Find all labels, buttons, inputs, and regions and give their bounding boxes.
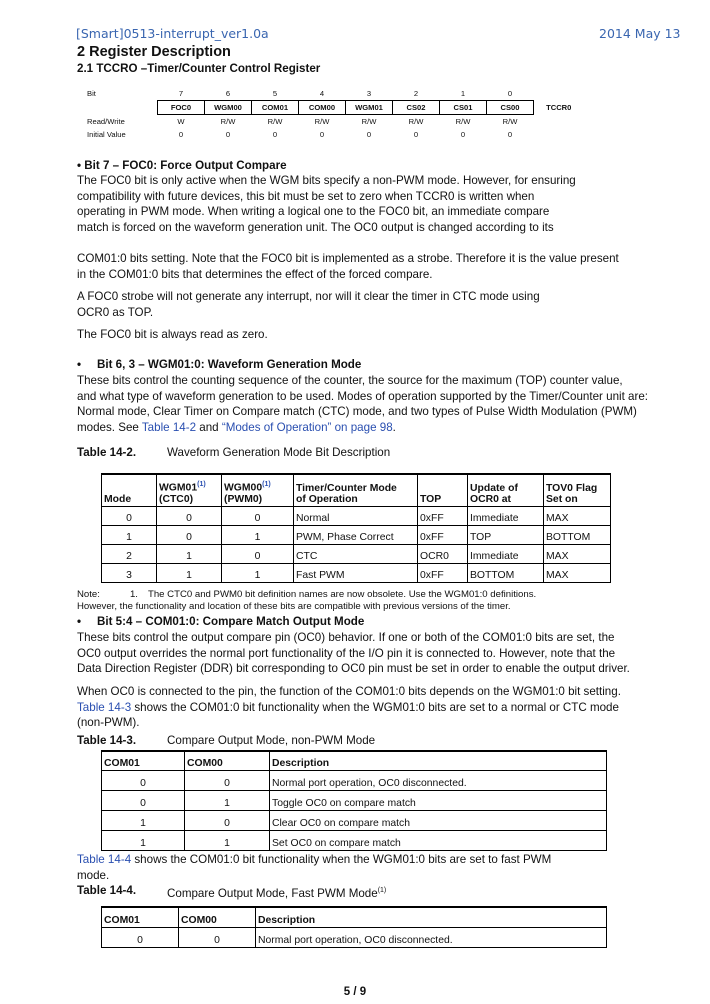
bit-number: 1	[460, 89, 466, 98]
table-cell: 1	[102, 830, 185, 850]
table-row	[102, 790, 607, 810]
bit-name: CS01	[440, 101, 487, 115]
bit-number: 7	[178, 89, 184, 98]
table-cell: BOTTOM	[468, 563, 544, 582]
bit-number: 6	[225, 89, 231, 98]
table-row	[102, 770, 607, 790]
compare-output-non-pwm-table	[101, 750, 607, 851]
table-cell: 1	[102, 525, 157, 544]
note-text: The CTC0 and PWM0 bit definition names are now obsolete. Use the WGM01:0 definitions.	[147, 589, 537, 600]
initial-value: 0	[225, 130, 231, 139]
table-cell: 1	[222, 563, 294, 582]
col-header: TOP	[418, 474, 468, 506]
text-line	[77, 420, 648, 436]
text-line: operating in PWM mode. When writing a logical one to the FOC0 bit, an immediate compare	[77, 205, 550, 219]
table-cell: 0	[222, 506, 294, 525]
table-cell: 0xFF	[418, 525, 468, 544]
initial-value: 0	[366, 130, 372, 139]
header-line: of Operation	[296, 493, 358, 505]
text-span: .	[392, 420, 396, 434]
bit63-bullet: •	[77, 358, 82, 371]
table-cell: Normal port operation, OC0 disconnected.	[256, 927, 607, 947]
document-title: [Smart]0513-interrupt_ver1.0a	[76, 26, 269, 41]
text-line: (non-PWM).	[77, 716, 140, 730]
table-cell: 0	[157, 525, 222, 544]
text-line: match is forced on the waveform generation unit. The OC0 output is changed according to its	[77, 220, 554, 234]
bit-number: 3	[366, 89, 372, 98]
table-cell: Normal	[294, 506, 418, 525]
table-cell: Normal port operation, OC0 disconnected.	[270, 770, 607, 790]
table-cell: Immediate	[468, 544, 544, 563]
text-line: COM01:0 bits setting. Note that the FOC0 bit is implemented as a strobe. Therefore it is the value present	[77, 252, 619, 265]
table-cell: Toggle OC0 on compare match	[270, 790, 607, 810]
table-cell: Set OC0 on compare match	[270, 830, 607, 850]
bit63-paragraph	[77, 373, 648, 435]
col-header	[157, 474, 222, 506]
table-cell: 3	[102, 563, 157, 582]
table-cell: BOTTOM	[544, 525, 611, 544]
footnote-ref: (1)	[197, 481, 206, 489]
bit-number: 2	[413, 89, 419, 98]
table-cell: 2	[102, 544, 157, 563]
table3-caption: Compare Output Mode, non-PWM Mode	[167, 734, 376, 747]
text-line: The FOC0 bit is only active when the WGM bits specify a non-PWM mode. However, for ensuring	[77, 174, 576, 187]
caption-text: Compare Output Mode, Fast PWM Mode	[167, 886, 378, 900]
text-span: shows the COM01:0 bit functionality when the WGM01:0 bits are set to fast PWM	[131, 853, 552, 866]
page-number: 5 / 9	[343, 986, 367, 998]
col-header: COM01	[102, 907, 179, 927]
bit-name: FOC0	[158, 101, 205, 115]
bit54-heading: Bit 5:4 – COM01:0: Compare Match Output Mode	[97, 615, 365, 628]
rw-value: R/W	[408, 117, 424, 126]
bit7-paragraph	[77, 173, 576, 235]
text-line: in the COM01:0 bits that determines the effect of the forced compare.	[77, 267, 433, 281]
table-cell: Clear OC0 on compare match	[270, 810, 607, 830]
document-date: 2014 May 13	[599, 26, 681, 41]
bit-name: COM01	[252, 101, 299, 115]
bit-name: CS02	[393, 101, 440, 115]
header-line: Timer/Counter Mode	[296, 482, 397, 494]
table3-number: Table 14-3.	[77, 734, 137, 747]
bit7-heading: • Bit 7 – FOC0: Force Output Compare	[77, 159, 287, 172]
text-line: compatibility with future devices, this bit must be set to zero when TCCR0 is written when	[77, 189, 535, 203]
col-header: Description	[256, 907, 607, 927]
table-row	[102, 810, 607, 830]
section-subheading: 2.1 TCCRO –Timer/Counter Control Register	[77, 62, 321, 75]
table-cell: 0	[185, 810, 270, 830]
initial-value: 0	[178, 130, 184, 139]
table-cell: 0	[179, 927, 256, 947]
header-line: WGM00	[224, 482, 263, 494]
text-span: and	[196, 420, 222, 434]
bit7-paragraph-2	[77, 251, 619, 282]
table-cell: TOP	[468, 525, 544, 544]
header-line: WGM01	[159, 482, 198, 494]
initial-value: 0	[413, 130, 419, 139]
note-line: However, the functionality and location of these bits are compatible with previous versions of the timer.	[77, 601, 511, 612]
text-span: modes. See	[77, 420, 142, 434]
text-line: Normal mode, Clear Timer on Compare match (CTC) mode, and two types of Pulse Width Modulation (PWM)	[77, 405, 637, 419]
table-cell: 0	[102, 770, 185, 790]
rw-label: Read/Write	[87, 116, 125, 126]
bit-number: 4	[319, 89, 325, 98]
table-cell: 0	[185, 770, 270, 790]
table-cell: 0	[222, 544, 294, 563]
col-header: COM00	[185, 751, 270, 770]
table-cell: 0	[102, 790, 185, 810]
text-line: mode.	[77, 868, 110, 882]
table2-number: Table 14-2.	[77, 446, 137, 459]
footnote-ref: (1)	[262, 481, 271, 489]
rw-value: R/W	[361, 117, 377, 126]
table-row	[102, 544, 611, 563]
table-14-4-link[interactable]: Table 14-4	[77, 853, 132, 866]
text-line	[77, 700, 621, 716]
table-cell: 1	[102, 810, 185, 830]
header-line: Update of	[470, 482, 518, 494]
table4-caption	[167, 883, 386, 901]
initial-value: 0	[507, 130, 513, 139]
table-cell: 1	[157, 563, 222, 582]
text-line: and what type of waveform generation to be used. Modes of operation supported by the Timer/Counter unit are:	[77, 389, 649, 403]
bit-name: WGM01	[346, 101, 393, 115]
table-cell: 0	[157, 506, 222, 525]
text-line: When OC0 is connected to the pin, the function of the COM01:0 bits depends on the WGM01:0 bit setting.	[77, 685, 621, 698]
initial-value: 0	[272, 130, 278, 139]
bit7-paragraph-4: The FOC0 bit is always read as zero.	[77, 328, 268, 341]
table4-intro	[77, 852, 551, 883]
table-row	[102, 563, 611, 582]
table-cell: 0xFF	[418, 563, 468, 582]
table-cell: PWM, Phase Correct	[294, 525, 418, 544]
bit-label: Bit	[87, 89, 96, 99]
section-heading: 2 Register Description	[77, 44, 231, 60]
bit54-paragraph-2	[77, 684, 621, 731]
modes-of-operation-link[interactable]: “Modes of Operation” on page 98	[221, 420, 393, 434]
table-cell: 1	[185, 790, 270, 810]
note-number: 1.	[129, 589, 138, 600]
bit-name: CS00	[487, 101, 534, 115]
table-cell: 1	[157, 544, 222, 563]
text-span: shows the COM01:0 bit functionality when the WGM01:0 bits are set to a normal or CTC mode	[131, 700, 619, 714]
text-line	[77, 852, 551, 868]
text-line: A FOC0 strobe will not generate any interrupt, nor will it clear the timer in CTC mode using	[77, 290, 540, 303]
footnote-ref: (1)	[377, 887, 387, 894]
table-cell: 0	[102, 927, 179, 947]
initial-value: 0	[460, 130, 466, 139]
table-14-3-link[interactable]: Table 14-3	[77, 700, 132, 714]
table-cell: 0	[102, 506, 157, 525]
table-cell: MAX	[544, 544, 611, 563]
bit-number: 5	[272, 89, 278, 98]
text-line: Data Direction Register (DDR) bit corresponding to OC0 pin must be set in order to enable the output driver.	[77, 662, 630, 676]
header-line: OCR0 at	[470, 493, 511, 505]
initial-value: 0	[319, 130, 325, 139]
bit54-paragraph	[77, 630, 630, 677]
compare-output-fast-pwm-table	[101, 906, 607, 948]
table-cell: CTC	[294, 544, 418, 563]
table-cell: MAX	[544, 506, 611, 525]
col-header: Mode	[102, 474, 157, 506]
table-cell: OCR0	[418, 544, 468, 563]
rw-value: R/W	[455, 117, 471, 126]
table2-caption: Waveform Generation Mode Bit Description	[167, 446, 391, 459]
col-header	[544, 474, 611, 506]
bit63-heading: Bit 6, 3 – WGM01:0: Waveform Generation Mode	[97, 358, 362, 371]
col-header: COM00	[179, 907, 256, 927]
table-row	[102, 830, 607, 850]
col-header	[222, 474, 294, 506]
table-row	[102, 927, 607, 947]
table-row	[102, 506, 611, 525]
bit54-bullet: •	[77, 615, 82, 628]
rw-value: R/W	[502, 117, 518, 126]
table-cell: Immediate	[468, 506, 544, 525]
bit7-paragraph-3	[77, 289, 540, 320]
table-cell: 1	[185, 830, 270, 850]
waveform-generation-table	[101, 473, 611, 583]
table-cell: Fast PWM	[294, 563, 418, 582]
register-name: TCCR0	[546, 103, 572, 112]
col-header: COM01	[102, 751, 185, 770]
initial-value-label: Initial Value	[87, 130, 126, 139]
note-line	[77, 589, 536, 601]
col-header	[468, 474, 544, 506]
table2-note	[77, 589, 536, 613]
text-line: OC0 output overrides the normal port functionality of the I/O pin it is connected to. However, note that the	[77, 646, 616, 660]
bit-number: 0	[507, 89, 513, 98]
note-label: Note:	[77, 589, 100, 600]
text-line: These bits control the output compare pin (OC0) behavior. If one or both of the COM01:0 bits are set, the	[77, 631, 615, 644]
table-cell: 1	[222, 525, 294, 544]
rw-value: R/W	[267, 117, 283, 126]
rw-value: R/W	[220, 117, 236, 126]
text-line: OCR0 as TOP.	[77, 305, 154, 319]
bit-name: COM00	[299, 101, 346, 115]
table4-number: Table 14-4.	[77, 884, 137, 897]
register-table	[87, 87, 584, 141]
header-line: TOV0 Flag	[546, 482, 598, 494]
bit-name: WGM00	[205, 101, 252, 115]
header-line: (PWM0)	[224, 493, 263, 505]
table-14-2-link[interactable]: Table 14-2	[141, 420, 197, 434]
table-row	[102, 525, 611, 544]
text-line: These bits control the counting sequence of the counter, the source for the maximum (TOP) counter value,	[77, 374, 623, 387]
col-header: Description	[270, 751, 607, 770]
header-line: (CTC0)	[159, 493, 194, 505]
table-cell: MAX	[544, 563, 611, 582]
table-cell: 0xFF	[418, 506, 468, 525]
rw-value: W	[177, 117, 185, 126]
rw-value: R/W	[314, 117, 330, 126]
header-line: Set on	[546, 493, 578, 505]
col-header	[294, 474, 418, 506]
